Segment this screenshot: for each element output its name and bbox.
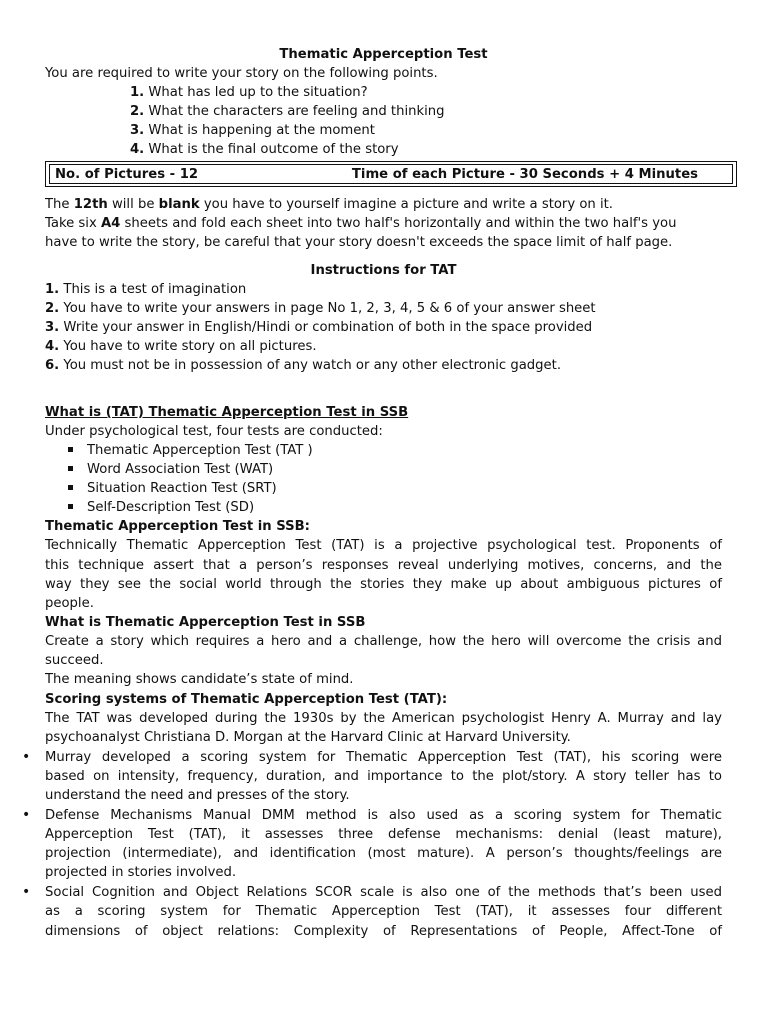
intro-text: You are required to write your story on the following points. (45, 66, 438, 81)
instruction-text: Write your answer in English/Hindi or combination of both in the space provided (63, 320, 593, 335)
instruction-1 (45, 280, 722, 299)
test-name: Word Association Test (WAT) (87, 462, 274, 477)
text: you have to yourself imagine a picture and write a story on it. (199, 197, 613, 212)
point-3 (130, 121, 722, 140)
blank-para-line-3: have to write the story, be careful that your story doesn't exceeds the space limit of half page. (45, 235, 673, 250)
bullet-2-line: projected in stories involved. (45, 865, 237, 880)
point-text: What has led up to the situation? (148, 85, 368, 100)
test-name: Situation Reaction Test (SRT) (87, 481, 277, 496)
bold-a4: A4 (100, 216, 121, 231)
instruction-4 (45, 337, 722, 356)
bullet-2-line: Apperception Test (TAT), it assesses three defense mechanisms: denial (least mature), (45, 827, 722, 842)
bullet-2-line: Defense Mechanisms Manual DMM method is also used as a scoring system for Thematic (45, 808, 722, 823)
bullet-1-line: based on intensity, frequency, duration, and importance to the plot/story. A story teller has to (45, 769, 722, 784)
bullet-3-line: as a scoring system for Thematic Apperception Test (TAT), it assesses four different (45, 904, 722, 919)
instruction-text: This is a test of imagination (63, 282, 247, 297)
document-title: Thematic Apperception Test (279, 47, 488, 62)
section3-line: succeed. (45, 653, 104, 668)
section2-line: this technique assert that a person’s responses reveal underlying motives, concerns, and the (45, 558, 722, 573)
instruction-number: 3. (45, 320, 60, 335)
instruction-number: 6. (45, 358, 60, 373)
section4-heading: Scoring systems of Thematic Apperception Test (TAT): (45, 692, 448, 707)
bullet-1-line: Murray developed a scoring system for Thematic Apperception Test (TAT), his scoring were (45, 750, 722, 765)
point-text: What is happening at the moment (148, 123, 375, 138)
section1-heading: What is (TAT) Thematic Apperception Test in SSB (45, 405, 409, 420)
point-number: 4. (130, 142, 145, 157)
instruction-text: You must not be in possession of any watch or any other electronic gadget. (63, 358, 562, 373)
text: Take six (45, 216, 101, 231)
instruction-2 (45, 299, 722, 318)
section4-intro-line: The TAT was developed during the 1930s by the American psychologist Henry A. Murray and lay (45, 711, 722, 726)
section2-heading: Thematic Apperception Test in SSB: (45, 519, 310, 534)
pictures-count: No. of Pictures - 12 (55, 167, 199, 182)
point-number: 2. (130, 104, 145, 119)
section3-heading: What is Thematic Apperception Test in SSB (45, 615, 366, 630)
instruction-text: You have to write story on all pictures. (63, 339, 317, 354)
bullet-dot-icon: • (22, 749, 31, 765)
test-name: Self-Description Test (SD) (87, 500, 255, 515)
bullet-3-line: Social Cognition and Object Relations SCOR scale is also one of the methods that’s been used (45, 885, 722, 900)
section1-intro: Under psychological test, four tests are conducted: (45, 424, 383, 439)
text: The (45, 197, 74, 212)
test-item (68, 441, 722, 460)
instruction-3 (45, 318, 722, 337)
instruction-number: 4. (45, 339, 60, 354)
instruction-6 (45, 356, 722, 375)
square-bullet-icon (68, 504, 73, 509)
test-item (68, 479, 722, 498)
test-info-inner-border (49, 164, 733, 184)
test-item (68, 498, 722, 517)
square-bullet-icon (68, 485, 73, 490)
section4-intro-line: psychoanalyst Christiana D. Morgan at the Harvard Clinic at Harvard University. (45, 730, 571, 745)
blank-para-line-1 (45, 195, 722, 214)
text: will be (107, 197, 159, 212)
point-number: 3. (130, 123, 145, 138)
test-name: Thematic Apperception Test (TAT ) (87, 443, 313, 458)
point-4 (130, 140, 722, 159)
bullet-1-line: understand the need and presses of the story. (45, 788, 350, 803)
bold-12th: 12th (73, 197, 108, 212)
point-2 (130, 102, 722, 121)
point-text: What is the final outcome of the story (148, 142, 399, 157)
instruction-number: 1. (45, 282, 60, 297)
square-bullet-icon (68, 466, 73, 471)
section2-line: people. (45, 596, 94, 611)
point-1 (130, 83, 722, 102)
test-info-box (45, 161, 737, 187)
section2-line: Technically Thematic Apperception Test (TAT) is a projective psychological test. Proponents of (45, 538, 722, 553)
blank-para-line-2 (45, 214, 722, 233)
test-item (68, 460, 722, 479)
instruction-text: You have to write your answers in page No 1, 2, 3, 4, 5 & 6 of your answer sheet (63, 301, 596, 316)
text: sheets and fold each sheet into two half's horizontally and within the two half's you (120, 216, 677, 231)
bullet-3-line: dimensions of object relations: Complexity of Representations of People, Affect-Tone of (45, 924, 722, 939)
bullet-2-line: projection (intermediate), and identification (most mature). A person’s thoughts/feelings are (45, 846, 722, 861)
section3-line: The meaning shows candidate’s state of mind. (45, 672, 354, 687)
point-number: 1. (130, 85, 145, 100)
bullet-dot-icon: • (22, 807, 31, 823)
section2-line: way they see the social world through the stories they make up about ambiguous pictures of (45, 577, 722, 592)
time-per-picture: Time of each Picture - 30 Seconds + 4 Minutes (351, 167, 698, 182)
instruction-number: 2. (45, 301, 60, 316)
bullet-dot-icon: • (22, 884, 31, 900)
point-text: What the characters are feeling and thinking (148, 104, 445, 119)
section3-line: Create a story which requires a hero and a challenge, how the hero will overcome the crisis and (45, 634, 722, 649)
bold-blank: blank (158, 197, 200, 212)
square-bullet-icon (68, 447, 73, 452)
instructions-title: Instructions for TAT (310, 263, 457, 278)
